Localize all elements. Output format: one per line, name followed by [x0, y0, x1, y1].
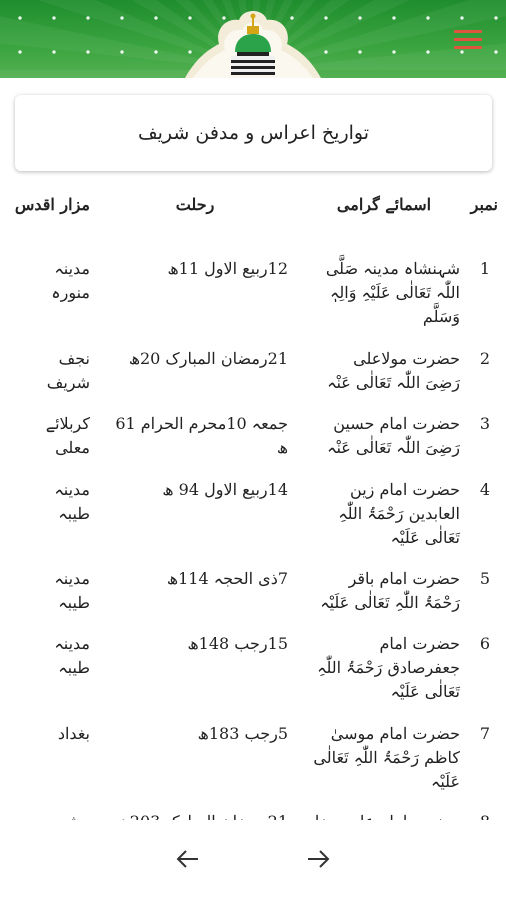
column-header-number: نمبر	[470, 195, 498, 214]
row-place: نجف شریف	[46, 349, 90, 392]
row-name: حضرت امام موسیٰ کاظم رَحْمَۃُ اللّٰہِ تَعَالٰی عَلَیْہ	[313, 724, 460, 791]
page-title: تواریخ اعراس و مدفن شریف	[137, 122, 370, 144]
row-number: 4	[479, 480, 491, 499]
title-card	[15, 95, 492, 171]
menu-bar	[454, 30, 482, 33]
column-header-name: اسمائے گرامی	[336, 195, 432, 214]
row-date: 21رمضان المبارک 20ھ	[128, 349, 288, 368]
row-place: بغداد	[57, 724, 90, 743]
bottom-navigation	[0, 820, 506, 900]
row-name: حضرت مولاعلی رَضِیَ اللّٰہ تَعَالٰی عَنْہ	[327, 349, 460, 392]
row-name: حضرت امام باقر رَحْمَۃُ اللّٰہِ تَعَالٰی عَلَیْہ	[320, 569, 460, 612]
menu-bar	[454, 46, 482, 49]
row-name: حضرت امام جعفرصادق رَحْمَۃُ اللّٰہِ تَعَالٰی عَلَیْہ	[317, 634, 460, 701]
row-date: 7ذی الحجہ 114ھ	[166, 569, 288, 588]
app-header	[0, 0, 506, 78]
green-dome-icon	[185, 0, 321, 78]
hamburger-menu-icon[interactable]	[454, 30, 482, 52]
row-name: شہنشاہ مدینہ صَلَّی اللّٰہ تَعَالٰی عَلَیْہِ وَالِہٖ وَسَلَّم	[325, 259, 460, 326]
row-number: 3	[479, 414, 491, 433]
row-place: مدینہ طیبہ	[54, 634, 90, 677]
row-place: مدینہ طیبہ	[54, 569, 90, 612]
row-place: کربلائے معلی	[45, 414, 90, 457]
row-number: 5	[479, 569, 491, 588]
table-header-row	[0, 193, 506, 243]
row-date: 12ربیع الاول 11ھ	[167, 259, 288, 278]
row-date: 15رجب 148ھ	[187, 634, 288, 653]
row-number: 1	[479, 259, 491, 278]
row-name: حضرت امام زین العابدین رَحْمَۃُ اللّٰہِ تَعَالٰی عَلَیْہ	[338, 480, 460, 547]
row-number: 2	[479, 349, 491, 368]
row-number: 7	[479, 724, 491, 743]
arrow-left-icon[interactable]	[168, 844, 208, 874]
arrow-right-icon[interactable]	[298, 844, 338, 874]
row-name: حضرت امام حسین رَضِیَ اللّٰہ تَعَالٰی عَنْہ	[327, 414, 460, 457]
column-header-place: مزار اقدس	[14, 195, 90, 214]
row-date: 14ربیع الاول 94 ھ	[162, 480, 288, 499]
row-date: جمعہ 10محرم الحرام 61 ھ	[115, 414, 288, 457]
row-place: مدینہ منورہ	[51, 259, 90, 302]
menu-bar	[454, 38, 482, 41]
row-number: 6	[479, 634, 491, 653]
row-date: 5رجب 183ھ	[197, 724, 288, 743]
row-place: مدینہ طیبہ	[54, 480, 90, 523]
urs-table	[0, 185, 506, 820]
column-header-date: رحلت	[175, 195, 215, 214]
